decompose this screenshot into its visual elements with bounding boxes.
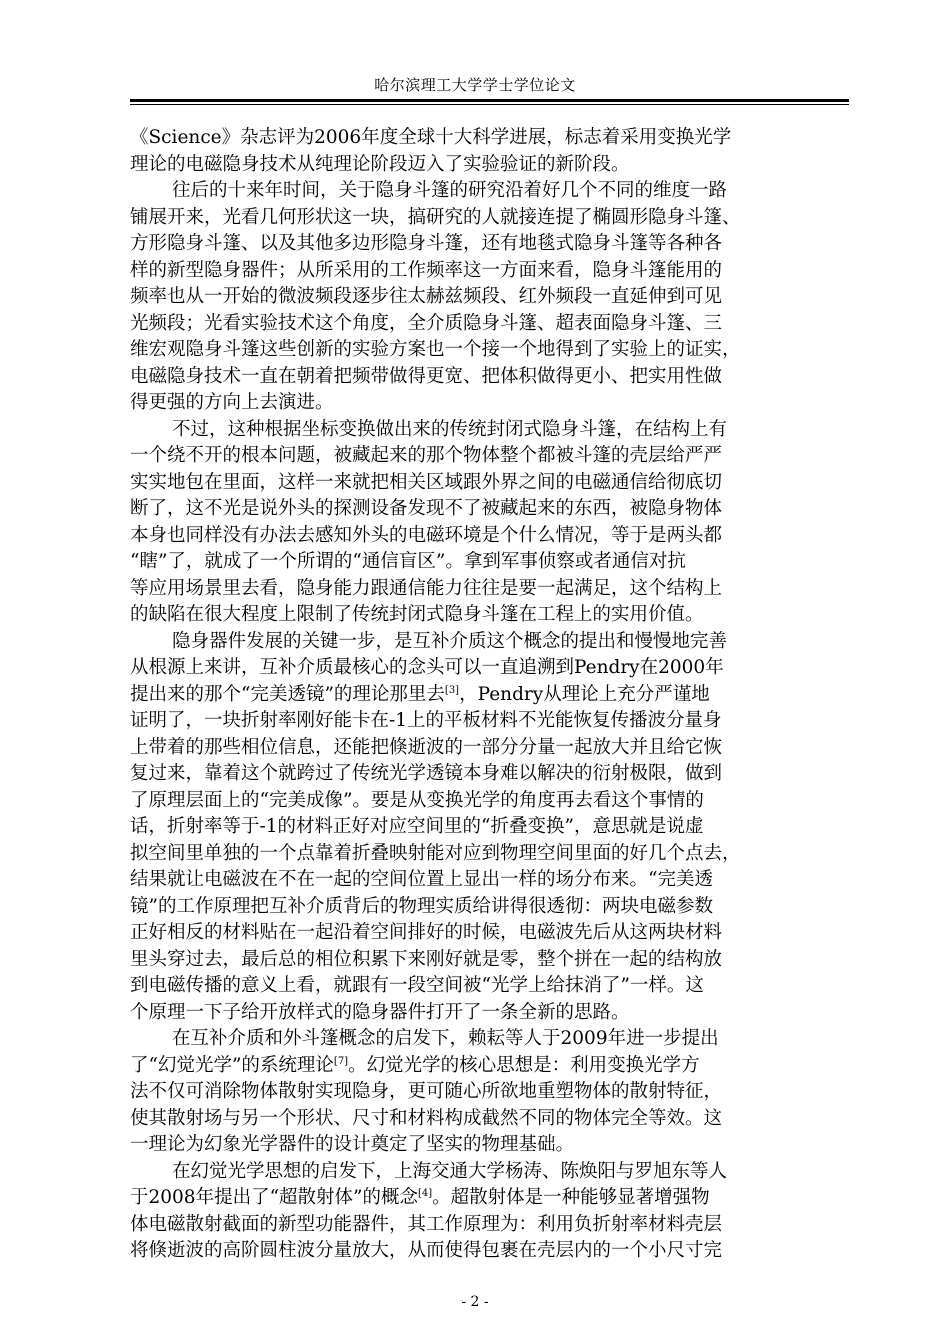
text-segment: 频率也从一开始的微波频段逐步往太赫兹频段、红外频段一直延伸到可见 — [130, 286, 723, 307]
text-line — [130, 708, 855, 735]
text-line — [130, 947, 855, 974]
text-segment: 证明了，一块折射率刚好能卡在-1上的平板材料不光能恢复传播波分量身 — [130, 710, 722, 731]
text-line — [130, 523, 855, 550]
text-segment: 隐身器件发展的关键一步，是互补介质这个概念的提出和慢慢地完善 — [172, 630, 728, 652]
text-line — [130, 920, 855, 947]
text-segment: 电磁隐身技术一直在朝着把频带做得更宽、把体积做得更小、把实用性做 — [130, 365, 723, 387]
text-segment: “瞎”了，就成了一个所谓的“通信盲区”。拿到军事侦察或者通信对抗 — [130, 551, 686, 572]
text-segment: 。幻觉光学的核心思想是：利用变换光学方 — [348, 1054, 700, 1076]
text-segment: 不过，这种根据坐标变换做出来的传统封闭式隐身斗篷，在结构上有 — [172, 418, 728, 440]
text-line — [130, 629, 855, 656]
text-segment: 将倏逝波的高阶圆柱波分量放大，从而使得包裹在壳层内的一个小尺寸完 — [130, 1240, 723, 1261]
text-segment: 从根源上来讲，互补介质最核心的念头可以一直追溯到Pendry在2000年 — [130, 657, 724, 678]
text-line — [130, 231, 855, 258]
citation-marker: [4] — [418, 1188, 433, 1199]
text-segment: 断了，这不光是说外头的探测设备发现不了被藏起来的东西，被隐身物体 — [130, 498, 723, 519]
text-line — [130, 258, 855, 285]
text-segment: 话，折射率等于-1的材料正好对应空间里的“折叠变换”，意思就是说虚 — [130, 816, 704, 837]
text-segment: 本身也同样没有办法去感知外头的电磁环境是个什么情况，等于是两头都 — [130, 524, 723, 546]
text-segment: 了“幻觉光学”的系统理论 — [130, 1054, 334, 1076]
body-text — [130, 125, 855, 1265]
page-number: - 2 - — [461, 1294, 489, 1310]
text-segment: 体电磁散射截面的新型功能器件，其工作原理为：利用负折射率材料壳层 — [130, 1213, 723, 1235]
text-segment: 方形隐身斗篷、以及其他多边形隐身斗篷，还有地毯式隐身斗篷等各种各 — [130, 233, 723, 254]
text-segment: 于2008年提出了“超散射体”的概念 — [130, 1187, 418, 1208]
text-segment: 提出来的那个“完美透镜”的理论那里去 — [130, 683, 445, 705]
text-line — [130, 178, 855, 205]
text-line — [130, 1185, 855, 1212]
text-line — [130, 1053, 855, 1080]
text-line — [130, 1079, 855, 1106]
text-segment: 理论的电磁隐身技术从纯理论阶段迈入了实验验证的新阶段。 — [130, 153, 630, 175]
text-line — [130, 602, 855, 629]
text-line — [130, 549, 855, 576]
text-segment: 往后的十来年时间，关于隐身斗篷的研究沿着好几个不同的维度一路 — [172, 180, 728, 201]
text-segment: 的缺陷在很大程度上限制了传统封闭式隐身斗篷在工程上的实用价值。 — [130, 604, 704, 625]
text-line — [130, 390, 855, 417]
text-segment: 上带着的那些相位信息，还能把倏逝波的一部分分量一起放大并且给它恢 — [130, 736, 723, 758]
text-line — [130, 311, 855, 338]
text-line — [130, 682, 855, 709]
text-segment: 镜”的工作原理把互补介质背后的物理实质给讲得很透彻：两块电磁参数 — [130, 895, 713, 917]
text-line — [130, 576, 855, 603]
text-line — [130, 496, 855, 523]
text-line — [130, 788, 855, 815]
text-line — [130, 814, 855, 841]
text-segment: 里头穿过去，最后总的相位积累下来刚好就是零，整个拼在一起的结构放 — [130, 948, 723, 970]
text-segment: 光频段；光看实验技术这个角度，全介质隐身斗篷、超表面隐身斗篷、三 — [130, 312, 723, 334]
text-segment: 个原理一下子给开放样式的隐身器件打开了一条全新的思路。 — [130, 1001, 630, 1023]
text-segment: 样的新型隐身器件；从所采用的工作频率这一方面来看，隐身斗篷能用的 — [130, 259, 723, 281]
text-line — [130, 1159, 855, 1186]
text-line — [130, 364, 855, 391]
text-segment: 了原理层面上的“完美成像”。要是从变换光学的角度再去看这个事情的 — [130, 789, 704, 811]
text-segment: 一个绕不开的根本问题，被藏起来的那个物体整个都被斗篷的壳层给严严 — [130, 445, 723, 466]
text-segment: 到电磁传播的意义上看，就跟有一段空间被“光学上给抹消了”一样。这 — [130, 975, 704, 996]
text-line — [130, 761, 855, 788]
text-line — [130, 973, 855, 1000]
text-segment: 正好相反的材料贴在一起沿着空间排好的时候，电磁波先后从这两块材料 — [130, 922, 723, 943]
text-line — [130, 1212, 855, 1239]
text-segment: 《Science》杂志评为2006年度全球十大科学进展，标志着采用变换光学 — [130, 127, 732, 148]
text-line — [130, 1026, 855, 1053]
text-segment: 维宏观隐身斗篷这些创新的实验方案也一个接一个地得到了实验上的证实， — [130, 339, 741, 360]
header-rule-thin — [130, 104, 849, 105]
citation-marker: [7] — [333, 1055, 349, 1067]
text-line — [130, 205, 855, 232]
text-segment: 在幻觉光学思想的启发下，上海交通大学杨涛、陈焕阳与罗旭东等人 — [172, 1160, 728, 1182]
running-header: 哈尔滨理工大学学士学位论文 — [374, 76, 576, 94]
text-line — [130, 125, 855, 152]
text-segment: 实实地包在里面，这样一来就把相关区域跟外界之间的电磁通信给彻底切 — [130, 471, 723, 493]
text-segment: ，Pendry从理论上充分严谨地 — [459, 683, 710, 705]
text-line — [130, 894, 855, 921]
text-line — [130, 417, 855, 444]
text-segment: 铺展开来，光看几何形状这一块，搞研究的人就接连提了椭圆形隐身斗篷、 — [130, 206, 741, 228]
text-line — [130, 1106, 855, 1133]
citation-marker: [3] — [444, 684, 460, 696]
text-line — [130, 1238, 855, 1265]
text-line — [130, 867, 855, 894]
text-line — [130, 655, 855, 682]
text-segment: 法不仅可消除物体散射实现隐身，更可随心所欲地重塑物体的散射特征， — [130, 1081, 723, 1102]
text-segment: 。超散射体是一种能够显著增强物 — [432, 1187, 710, 1208]
text-line — [130, 443, 855, 470]
text-line — [130, 841, 855, 868]
text-segment: 在互补介质和外斗篷概念的启发下，赖耘等人于2009年进一步提出 — [172, 1028, 719, 1049]
text-line — [130, 735, 855, 762]
text-segment: 使其散射场与另一个形状、尺寸和材料构成截然不同的物体完全等效。这 — [130, 1107, 723, 1129]
text-line — [130, 1000, 855, 1027]
text-segment: 等应用场景里去看，隐身能力跟通信能力往往是要一起满足，这个结构上 — [130, 577, 723, 599]
text-segment: 复过来，靠着这个就跨过了传统光学透镜本身难以解决的衍射极限，做到 — [130, 763, 723, 784]
text-line — [130, 284, 855, 311]
text-segment: 拟空间里单独的一个点靠着折叠映射能对应到物理空间里面的好几个点去， — [130, 842, 741, 864]
text-segment: 得更强的方向上去演进。 — [130, 392, 334, 413]
text-segment: 一理论为幻象光学器件的设计奠定了坚实的物理基础。 — [130, 1134, 575, 1155]
text-line — [130, 152, 855, 179]
header-rule-thick — [130, 99, 849, 102]
text-line — [130, 337, 855, 364]
text-line — [130, 1132, 855, 1159]
text-line — [130, 470, 855, 497]
text-segment: 结果就让电磁波在不在一起的空间位置上显出一样的场分布来。“完美透 — [130, 869, 713, 890]
